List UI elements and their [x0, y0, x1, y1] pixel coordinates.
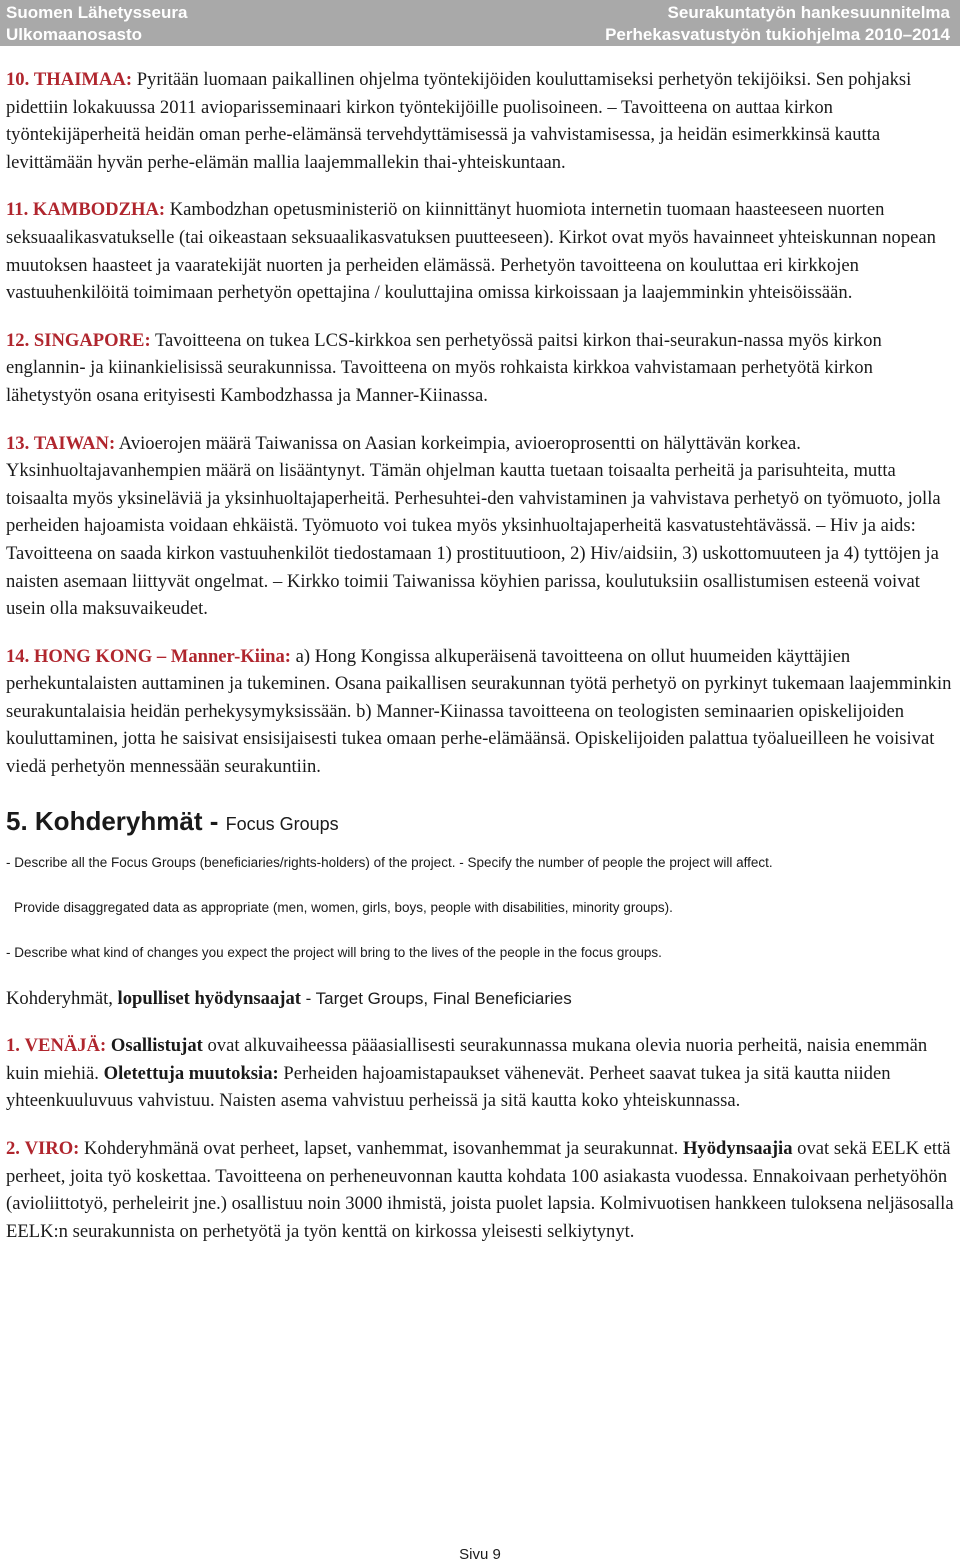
- program-name: Perhekasvatustyön tukiohjelma 2010–2014: [605, 25, 950, 44]
- item-text: Pyritään luomaan paikallinen ohjelma työntekijöiden kouluttamiseksi perhetyön tekijöiksi. Sen pohjaksi pidettiin lokakuussa 2011 avioparisseminaari kirkon työntekijöille puolisoineen. – Tavoitteena on auttaa kirkon työntekijäperheitä heidän oman perhe-elämänsä tervehdyttämisessä ja vahvistamisessa, ja heidän esimerkkinsä kautta levittämään hyvän perhe-elämän mallia laajemmallekin thai-yhteiskuntaan.: [6, 69, 912, 173]
- item-singapore: [6, 327, 956, 410]
- item-label: TAIWAN:: [33, 432, 116, 454]
- dept-name: Ulkomaanosasto: [6, 25, 143, 44]
- page-number: Sivu 9: [459, 1546, 501, 1563]
- item-thaimaa: [6, 66, 956, 176]
- section-heading-main: 5. Kohderyhmät -: [6, 805, 219, 836]
- document-body: [6, 66, 956, 1265]
- item-text: Kambodzhan opetusministeriö on kiinnittänyt huomiota internetin tuomaan haasteeseen nuorten seksuaalikasvatukselle (tai oikeastaan seksuaalikasvatuksen puutteeseen). Kirkot ovat myös havainneet yhteiskunnan nopean muutoksen haasteet ja vaaratekijät nuorten ja perheiden elämässä. Perhetyön tavoitteena on kouluttaa eri kirkkojen vastuuhenkilöitä toimimaan perhetyön opettajina / kouluttajina omissa kirkoissaan ja laajemminkin yhteisöissään.: [6, 199, 936, 304]
- target-text: Kohderyhmänä ovat perheet, lapset, vanhemmat, isovanhemmat ja seurakunnat.: [84, 1138, 679, 1160]
- item-text: Avioerojen määrä Taiwanissa on Aasian korkeimpia, avioeroprosentti on hälyttävän korkea. Yksinhuoltajavanhempien määrä on lisääntynyt. Tämän ohjelman kautta tuetaan toisaalta perheitä ja parisuhteita, mutta toisaalta myös yksineläviä ja yksinhuoltajaperheitä. Perhesuhtei-den vahvistaminen ja vahvistava perhetyö on työmuoto, jolla perheiden hajoamista voidaan ehkäistä. Työmuoto voi tukea myös yksinhuoltajaperheitä kasvatustehtävässä. – Hiv ja aids: Tavoitteena on saada kirkon vastuuhenkilöt tiedostamaan 1) prostituutioon, 2) Hiv/aidsiin, 3) uskottomuuteen ja 4) tyttöjen ja naisten asemaan liittyvät ongelmat. – Kirkko toimii Taiwanissa köyhien parissa, koulutuksiin osallistumisen esteenä voivat usein olla maksuvaikeudet.: [6, 432, 941, 620]
- item-number: 14.: [6, 645, 30, 667]
- item-text: a) Hong Kongissa alkuperäisenä tavoitteena on ollut huumeiden käyttäjien perhekuntalaisten auttaminen ja tukeminen. Osana paikallisen seurakunnan työtä perhetyö on pyrkinyt tukemaan laajemminkin seurakuntalaisia heidän perhekysymyksissään. b) Manner-Kiinassa tavoitteena on teologisten seminaarien opiskelijoiden kouluttaminen, jotta he saisivat ensisijaisesti tukea omaan perhe-elämäänsä. Opiskelijoiden palattua työalueilleen he voisivat viedä perhetyön mennessään seurakuntiin.: [6, 645, 952, 778]
- item-hong-kong: [6, 643, 956, 781]
- target-bold: Oletettuja muutoksia:: [103, 1062, 279, 1084]
- item-label: THAIMAA:: [33, 69, 133, 90]
- item-number: 11.: [6, 199, 29, 221]
- org-name: Suomen Lähetysseura: [6, 3, 188, 22]
- page-footer: [0, 1546, 960, 1564]
- section-heading: [6, 805, 956, 840]
- target-bold: Hyödynsaajia: [682, 1138, 793, 1160]
- target-label: VENÄJÄ:: [24, 1035, 107, 1057]
- instruction-line: - Describe what kind of changes you expect the project will bring to the lives of the people in the focus groups.: [6, 944, 662, 960]
- page-header: [0, 0, 960, 46]
- target-number: 1.: [6, 1035, 20, 1057]
- item-label: KAMBODZHA:: [32, 199, 166, 221]
- item-label: SINGAPORE:: [33, 329, 151, 351]
- tg-bold: lopulliset hyödynsaajat: [117, 987, 301, 1009]
- target-venaja: [6, 1032, 956, 1115]
- target-text: Perheiden hajoamistapaukset vähenevät. Perheet saavat tukea ja sitä kautta niiden yhteenkuuluvuus vahvistuu. Naisten asema vahvistuu perheissä ja sitä kautta koko yhteiskunnassa.: [6, 1062, 891, 1112]
- target-number: 2.: [6, 1138, 20, 1160]
- tg-prefix: Kohderyhmät,: [6, 987, 113, 1009]
- tg-english: - Target Groups, Final Beneficiaries: [305, 988, 572, 1008]
- item-number: 10.: [6, 69, 30, 90]
- item-kambodzha: [6, 196, 956, 306]
- item-text: Tavoitteena on tukea LCS-kirkkoa sen perhetyössä paitsi kirkon thai-seurakun-nassa myös kirkon englannin- ja kiinankielisissä seurakunnissa. Tavoitteena on myös rohkaista kirkkoa vahvistamaan perhetyötä kirkon lähetystyön osana erityisesti Kambodzhassa ja Manner-Kiinassa.: [6, 329, 882, 406]
- header-left: [6, 2, 187, 46]
- doc-title: Seurakuntatyön hankesuunnitelma: [667, 3, 950, 22]
- section-heading-sub: Focus Groups: [225, 813, 339, 834]
- target-viro: [6, 1135, 956, 1245]
- item-number: 13.: [6, 432, 30, 454]
- target-label: VIRO:: [24, 1138, 80, 1160]
- instruction-line: Provide disaggregated data as appropriate (men, women, girls, boys, people with disabilities, minority groups).: [14, 899, 673, 915]
- item-taiwan: [6, 430, 956, 623]
- instruction-line: - Describe all the Focus Groups (beneficiaries/rights-holders) of the project. - Specify the number of people the project will affect.: [6, 854, 773, 870]
- header-right: [605, 2, 950, 46]
- item-number: 12.: [6, 329, 30, 351]
- target-bold: Osallistujat: [110, 1035, 203, 1057]
- target-text: ovat sekä EELK että perheet, joita työ koskettaa. Tavoitteena on perheneuvonnan kautta kohdata 100 asiakasta vuodessa. Ennakoivaan perhetyöhön (avioliittotyö, perheleirit jne.) osallistuu noin 3000 ihmistä, joista puolet lapsia. Kolmivuotisen hankkeen tuloksena neljäsosalla EELK:n seurakunnista on perhetyötä ja työn kenttä on kirkossa yleisesti selkiytynyt.: [6, 1138, 954, 1242]
- target-text: ovat alkuvaiheessa pääasiallisesti seurakunnassa mukana olevia nuoria perheitä, naisia enemmän kuin miehiä.: [6, 1035, 928, 1084]
- target-groups-heading: [6, 985, 956, 1013]
- item-label: HONG KONG – Manner-Kiina:: [33, 645, 291, 667]
